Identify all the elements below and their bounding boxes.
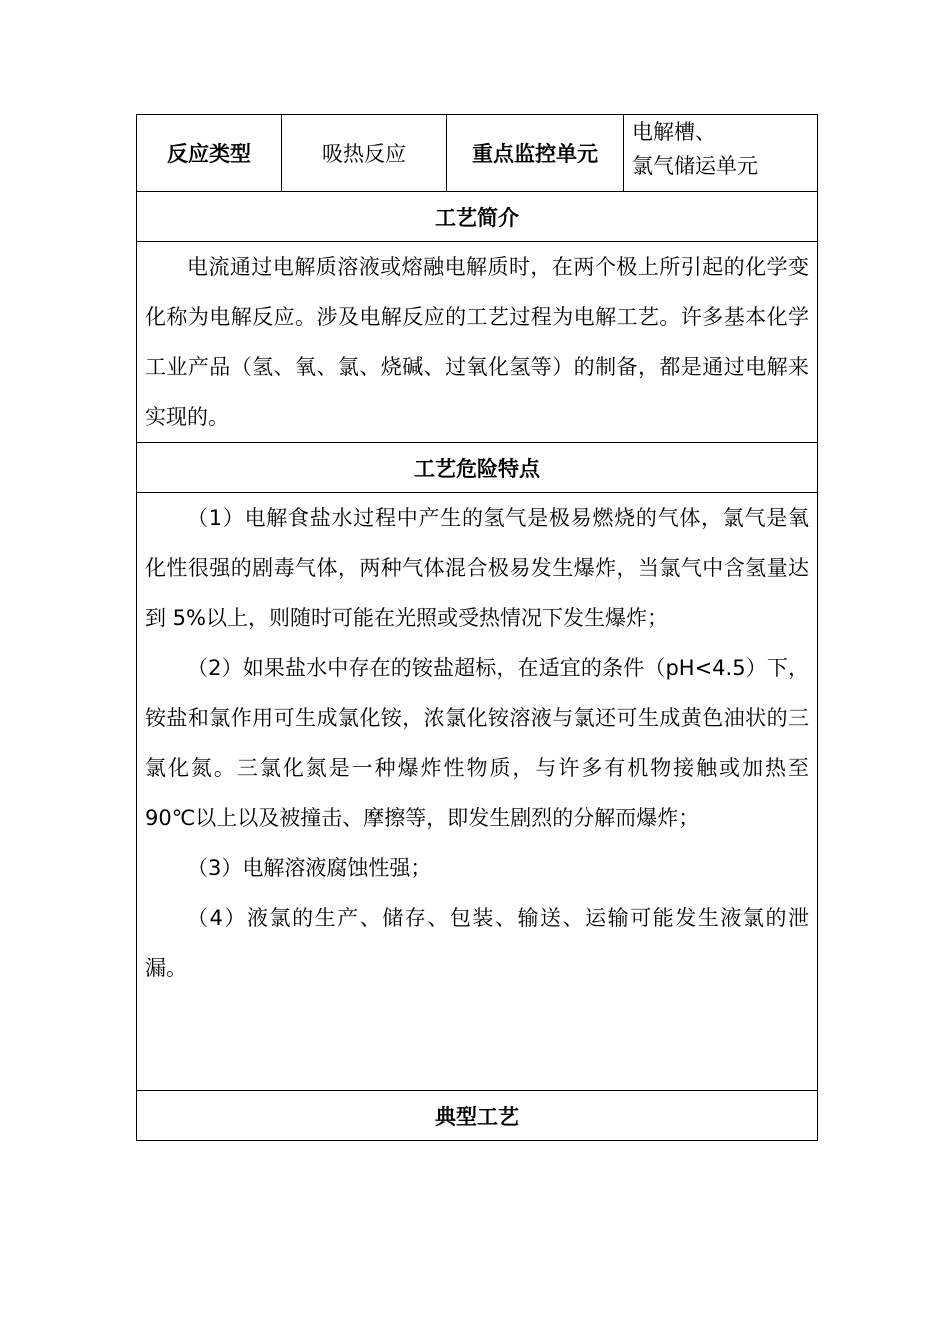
hazard-title-row (137, 443, 818, 493)
intro-title-row (137, 192, 818, 242)
hazard-item: （4）液氯的生产、储存、包装、输送、运输可能发生液氯的泄漏。 (145, 906, 809, 980)
hazard-item: （3）电解溶液腐蚀性强； (187, 856, 432, 880)
hazard-body-row (137, 493, 818, 1091)
intro-body (137, 242, 818, 443)
monitor-unit-label: 重点监控单元 (447, 115, 624, 192)
hazard-item: （1）电解食盐水过程中产生的氢气是极易燃烧的气体，氯气是氧化性很强的剧毒气体，两种气体混合极易发生爆炸，当氯气中含氢量达到 5%以上，则随时可能在光照或受热情况下发生爆炸； (145, 506, 809, 630)
hazard-body (137, 493, 818, 1091)
process-info-table (136, 114, 818, 1141)
hazard-item: （2）如果盐水中存在的铵盐超标，在适宜的条件（pH<4.5）下，铵盐和氯作用可生成氯化铵，浓氯化铵溶液与氯还可生成黄色油状的三氯化氮。三氯化氮是一种爆炸性物质，与许多有机物接触或加热至 90℃以上以及被撞击、摩擦等，即发生剧烈的分解而爆炸； (145, 656, 809, 830)
monitor-unit-line: 电解槽、 (632, 120, 716, 144)
intro-paragraph: 电流通过电解质溶液或熔融电解质时，在两个极上所引起的化学变化称为电解反应。涉及电解反应的工艺过程为电解工艺。许多基本化学工业产品（氢、氧、氯、烧碱、过氧化氢等）的制备，都是通过电解来实现的。 (145, 255, 809, 429)
intro-title: 工艺简介 (137, 192, 818, 242)
intro-body-row (137, 242, 818, 443)
reaction-type-value: 吸热反应 (282, 115, 447, 192)
reaction-type-label: 反应类型 (137, 115, 282, 192)
hazard-title: 工艺危险特点 (137, 443, 818, 493)
typical-title-row (137, 1091, 818, 1141)
header-row (137, 115, 818, 192)
typical-title: 典型工艺 (137, 1091, 818, 1141)
monitor-unit-line: 氯气储运单元 (632, 154, 758, 178)
monitor-unit-value (624, 115, 818, 192)
